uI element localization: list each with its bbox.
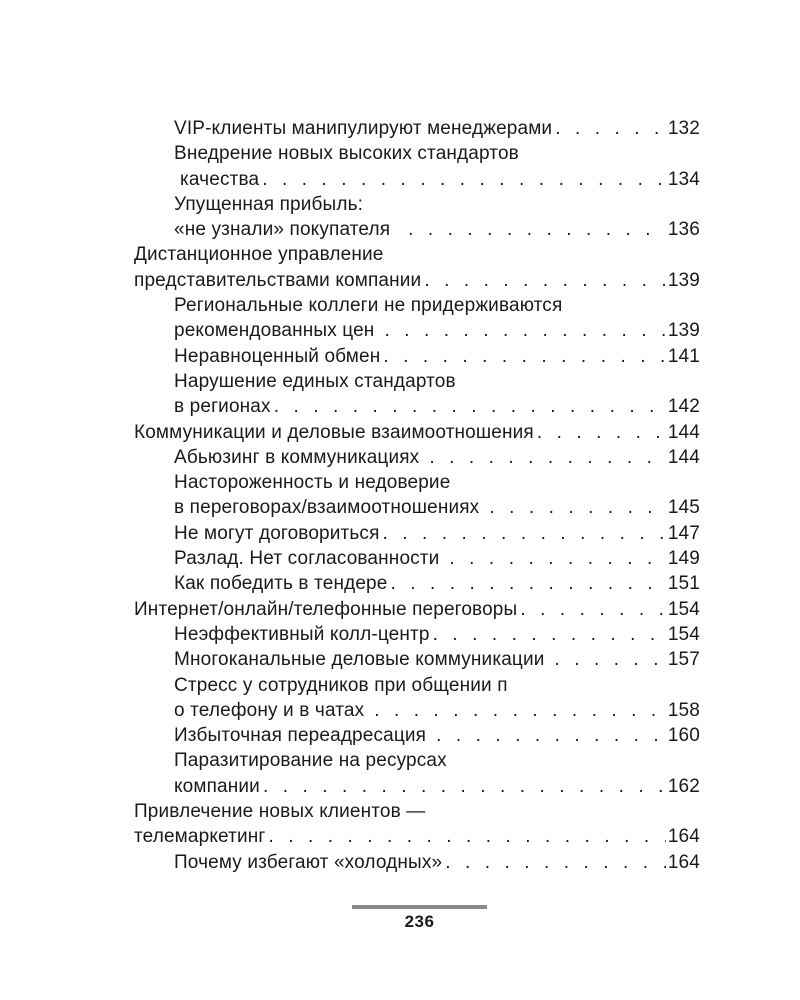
toc-entry <box>134 217 700 242</box>
toc-entry-title: Как победить в тендере <box>174 573 388 595</box>
toc-chapter <box>134 268 700 293</box>
toc-chapter-title: Коммуникации и деловые взаимоотношения <box>134 421 534 443</box>
toc-entry-page: 139 <box>667 269 700 291</box>
toc-chapter <box>134 597 700 622</box>
toc-entry-title: Нарушение единых стандартов <box>174 370 456 392</box>
dot-leader <box>555 116 666 141</box>
dot-leader <box>391 571 666 596</box>
toc-entry-page: 144 <box>667 446 700 468</box>
toc-entry-page: 158 <box>667 699 700 721</box>
toc-entry <box>134 116 700 141</box>
toc-entry <box>134 141 700 166</box>
toc-chapter <box>134 824 700 849</box>
dot-leader <box>384 318 665 343</box>
toc-entry-title: качества <box>180 168 260 190</box>
toc-entry <box>134 495 700 520</box>
dot-leader <box>424 268 666 293</box>
toc-chapter-title: Дистанционное управление <box>134 244 384 266</box>
toc-entry <box>134 293 700 318</box>
toc-chapter-title: телемаркетинг <box>134 826 266 848</box>
toc-entry-title: Внедрение новых высоких стандартов <box>174 143 519 165</box>
toc-entry <box>134 673 700 698</box>
toc-entry-title: Стресс у сотрудников при общении п <box>174 674 508 696</box>
toc-entry <box>134 774 700 799</box>
toc-entry-title: Региональные коллеги не придерживаются <box>174 295 563 317</box>
toc-entry <box>134 571 700 596</box>
toc-entry-title: VIP-клиенты манипулируют менеджерами <box>174 118 553 139</box>
dot-leader <box>449 546 665 571</box>
toc-entry <box>134 192 700 217</box>
dot-leader <box>268 824 665 849</box>
toc-chapter <box>134 242 700 267</box>
toc-entry-title: Неэффективный колл-центр <box>174 623 430 645</box>
dot-leader <box>383 521 666 546</box>
toc-entry-page: 154 <box>667 598 700 620</box>
toc-entry-page: 154 <box>667 623 700 645</box>
page-number: 236 <box>404 912 435 931</box>
toc-entry <box>134 445 700 470</box>
toc-entry-title: в переговорах/взаимоотношениях <box>174 497 480 519</box>
toc-entry-title: Паразитирование на ресурсах <box>174 750 447 772</box>
toc-entry <box>134 622 700 647</box>
dot-leader <box>263 774 666 799</box>
toc-entry-page: 142 <box>667 396 700 418</box>
table-of-contents <box>134 116 700 875</box>
toc-chapter-title: представительствами компании <box>134 269 422 291</box>
toc-entry-title: в регионах <box>174 396 271 418</box>
toc-entry-page: 141 <box>667 345 700 367</box>
toc-entry <box>134 698 700 723</box>
toc-entry <box>134 748 700 773</box>
toc-entry <box>134 470 700 495</box>
dot-leader <box>433 622 666 647</box>
toc-entry <box>134 546 700 571</box>
toc-entry <box>134 369 700 394</box>
toc-entry <box>134 647 700 672</box>
toc-entry-title: рекомендованных цен <box>174 320 375 342</box>
toc-entry-page: 134 <box>667 168 700 190</box>
toc-chapter <box>134 799 700 824</box>
toc-entry <box>134 850 700 875</box>
toc-entry-page: 157 <box>667 649 700 671</box>
toc-entry <box>134 318 700 343</box>
dot-leader <box>436 723 666 748</box>
toc-entry-page: 139 <box>667 320 700 342</box>
dot-leader <box>374 698 666 723</box>
toc-entry-page: 136 <box>667 219 700 241</box>
toc-chapter-title: Интернет/онлайн/телефонные переговоры <box>134 598 518 620</box>
toc-entry-title: Неравноценный обмен <box>174 345 381 367</box>
toc-entry-page: 164 <box>667 851 700 873</box>
toc-entry-title: компании <box>174 775 260 797</box>
toc-entry <box>134 521 700 546</box>
toc-entry-title: Разлад. Нет согласованности <box>174 548 440 570</box>
toc-entry-page: 145 <box>667 497 700 519</box>
toc-chapter-title: Привлечение новых клиентов — <box>134 801 426 823</box>
dot-leader <box>274 394 666 419</box>
toc-entry-title: о телефону и в чатах <box>174 699 365 721</box>
toc-entry-page: 147 <box>667 522 700 544</box>
dot-leader <box>489 495 666 520</box>
dot-leader <box>429 445 666 470</box>
toc-entry-page: 164 <box>667 826 700 848</box>
toc-entry-title: Абьюзинг в коммуникациях <box>174 446 420 468</box>
toc-entry-page: 149 <box>667 548 700 570</box>
toc-entry <box>134 723 700 748</box>
dot-leader <box>445 850 666 875</box>
dot-leader <box>262 167 666 192</box>
toc-entry-title: Не могут договориться <box>174 522 380 544</box>
dot-leader <box>554 647 665 672</box>
toc-entry-page: 132 <box>667 118 700 139</box>
toc-entry-title: Настороженность и недоверие <box>174 472 451 494</box>
toc-entry-title: Упущенная прибыль: <box>174 193 364 215</box>
toc-entry-title: Многоканальные деловые коммуникации <box>174 649 545 671</box>
toc-entry-title: Почему избегают «холодных» <box>174 851 443 873</box>
toc-entry-page: 162 <box>667 775 700 797</box>
footer-rule <box>352 905 487 909</box>
dot-leader <box>520 597 666 622</box>
toc-entry <box>134 344 700 369</box>
dot-leader <box>383 344 665 369</box>
toc-entry-title: «не узнали» покупателя <box>174 219 391 241</box>
toc-entry-page: 160 <box>667 725 700 747</box>
toc-entry <box>134 167 700 192</box>
toc-entry-page: 144 <box>667 421 700 443</box>
toc-entry <box>134 394 700 419</box>
dot-leader <box>408 217 666 242</box>
toc-chapter <box>134 420 700 445</box>
toc-entry-title: Избыточная переадресация <box>174 725 427 747</box>
toc-entry-page: 151 <box>667 573 700 595</box>
dot-leader <box>537 420 666 445</box>
